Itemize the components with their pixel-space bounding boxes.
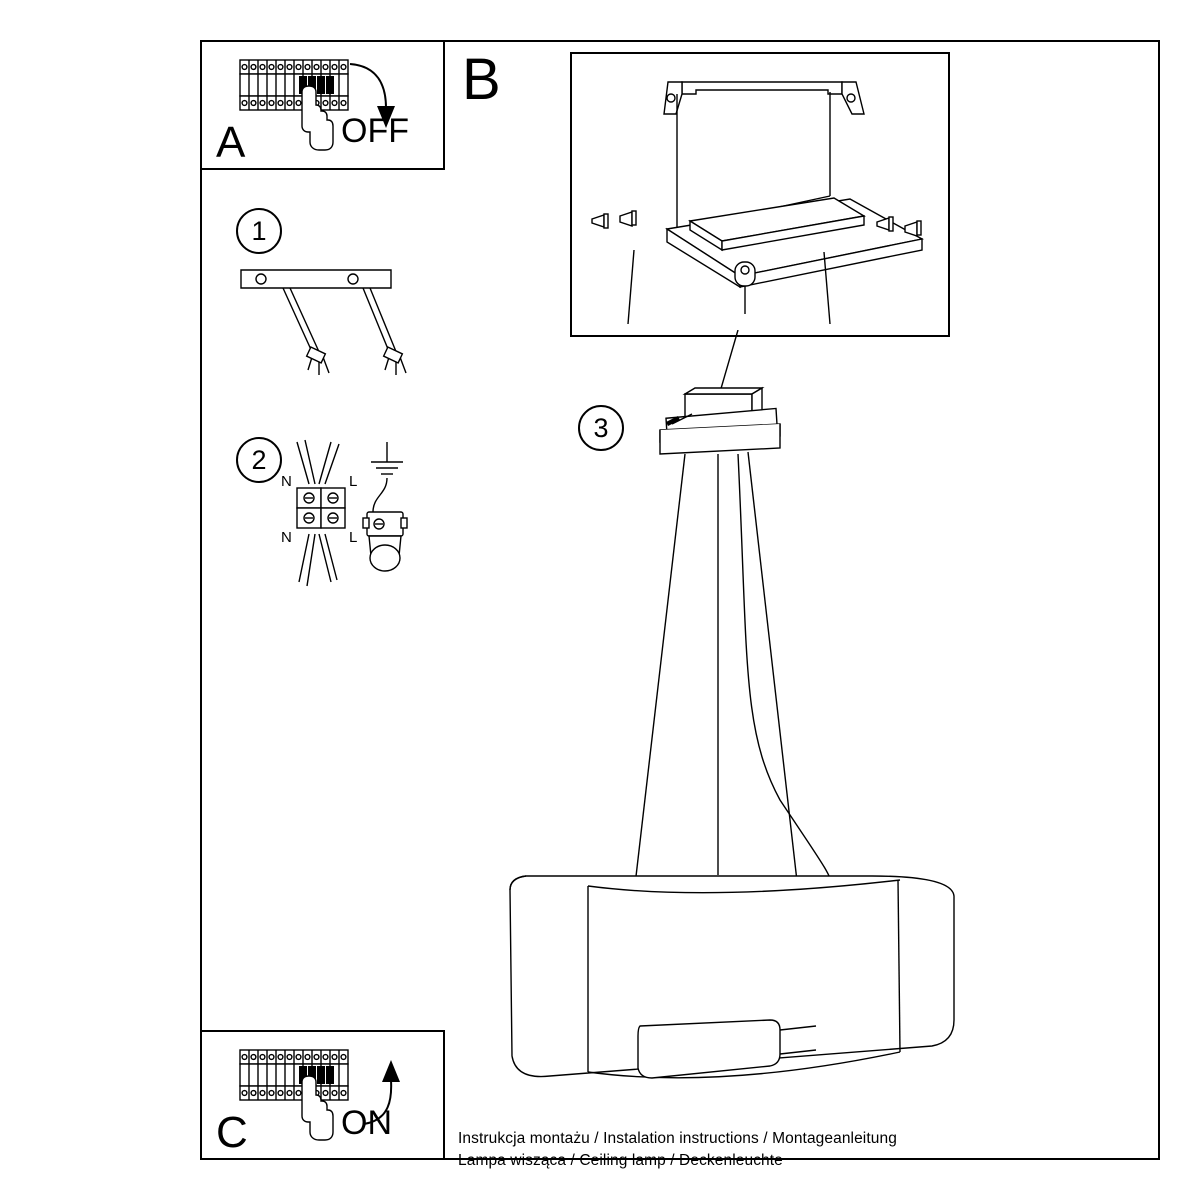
wire-left — [283, 288, 329, 375]
earth-ground-group — [355, 432, 445, 597]
step-2-number-text: 2 — [251, 444, 267, 475]
suspension-wires — [635, 452, 832, 890]
canopy-plate — [667, 198, 922, 287]
step-3-number-text: 3 — [593, 412, 609, 443]
lamp-holder — [363, 512, 407, 571]
step-1-graphic — [235, 262, 435, 412]
step-b-graphic — [572, 54, 948, 335]
terminal-label-l-top: L — [349, 473, 358, 490]
step-3-graphic — [480, 330, 1000, 1130]
terminal-label-n-bottom: N — [281, 529, 292, 546]
cable-connector — [735, 262, 755, 314]
terminal-block — [297, 488, 345, 528]
footer-line-1: Instrukcja montażu / Instalation instructions / Montageanleitung — [458, 1130, 897, 1147]
screw-icon — [592, 211, 636, 228]
earth-ground-icon — [371, 442, 403, 474]
step-c-action-label: ON — [341, 1104, 392, 1142]
footer-line-2: Lampa wisząca / Ceiling lamp / Deckenleuchte — [458, 1152, 783, 1169]
terminal-label-l-bottom: L — [349, 529, 358, 546]
step-c-letter: C — [216, 1108, 248, 1157]
step-1-number-text: 1 — [251, 215, 267, 246]
step-b-letter: B — [462, 47, 501, 112]
fuse-box-icon — [240, 60, 348, 110]
step-a-action-label: OFF — [341, 112, 409, 150]
wire-right — [363, 288, 406, 375]
canopy-assembly — [660, 388, 780, 454]
ceiling-bracket — [664, 82, 864, 114]
step-a-letter: A — [216, 118, 246, 167]
lamp-shade — [510, 876, 954, 1078]
step-b-box — [570, 52, 950, 337]
terminal-label-n-top: N — [281, 473, 292, 490]
fuse-box-icon — [240, 1050, 348, 1100]
step-1-number — [236, 208, 282, 254]
